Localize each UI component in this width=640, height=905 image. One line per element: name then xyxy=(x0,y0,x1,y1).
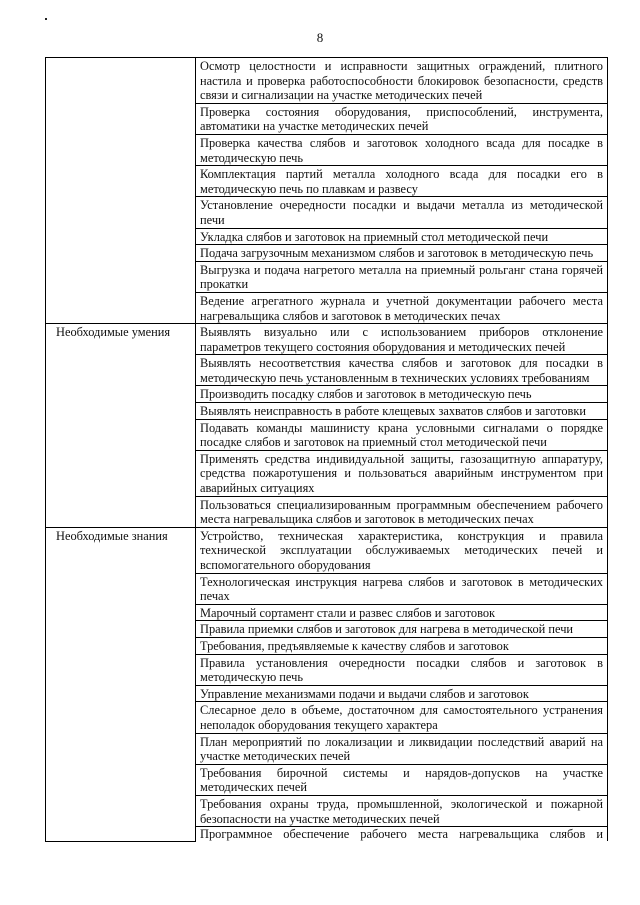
section-item: Укладка слябов и заготовок на приемный стол методической печи xyxy=(196,228,608,245)
section-item: Марочный сортамент стали и развес слябов и заготовок xyxy=(196,604,608,621)
section-item: Пользоваться специализированным программным обеспечением рабочего места нагревальщика слябов и заготовок в методических печах xyxy=(196,496,608,527)
section-item: Правила приемки слябов и заготовок для нагрева в методической печи xyxy=(196,621,608,638)
section-item: Правила установления очередности посадки слябов и заготовок в методическую печь xyxy=(196,654,608,685)
section-label: Необходимые умения xyxy=(46,324,196,528)
scan-speck xyxy=(45,18,47,20)
section-item: Подача загрузочным механизмом слябов и заготовок в методическую печь xyxy=(196,245,608,262)
table-row xyxy=(46,58,608,104)
section-item: Устройство, техническая характеристика, конструкция и правила технической эксплуатации обслуживаемых методических печей и вспомогательного оборудования xyxy=(196,527,608,573)
section-item: Проверка состояния оборудования, приспособлений, инструмента, автоматики на участке методических печей xyxy=(196,103,608,134)
table-row xyxy=(46,527,608,573)
section-item: Слесарное дело в объеме, достаточном для самостоятельного устранения неполадок оборудования текущего характера xyxy=(196,702,608,733)
competency-table-body xyxy=(46,58,608,842)
section-item: Программное обеспечение рабочего места нагревальщика слябов и xyxy=(196,827,608,842)
section-item: Выявлять несоответствия качества слябов и заготовок для посадки в методическую печь установленным в технических условиях требованиям xyxy=(196,355,608,386)
section-item: Осмотр целостности и исправности защитных ограждений, плитного настила и проверка работоспособности блокировок безопасности, средств связи и сигнализации на участке методических печей xyxy=(196,58,608,104)
section-item: Ведение агрегатного журнала и учетной документации рабочего места нагревальщика слябов и заготовок в методических печах xyxy=(196,292,608,323)
section-item: Подавать команды машинисту крана условными сигналами о порядке посадке слябов и заготовок на приемный стол методической печи xyxy=(196,419,608,450)
section-item: Выявлять визуально или с использованием приборов отклонение параметров текущего состояния оборудования и методических печей xyxy=(196,324,608,355)
section-item: Управление механизмами подачи и выдачи слябов и заготовок xyxy=(196,685,608,702)
section-item: Производить посадку слябов и заготовок в методическую печь xyxy=(196,386,608,403)
section-item: Выявлять неисправность в работе клещевых захватов слябов и заготовки xyxy=(196,403,608,420)
table-row xyxy=(46,324,608,355)
section-item: Комплектация партий металла холодного всада для посадки его в методическую печь по плавкам и развесу xyxy=(196,166,608,197)
section-item: Проверка качества слябов и заготовок холодного всада для посадке в методическую печь xyxy=(196,134,608,165)
section-label xyxy=(46,58,196,324)
section-item: Требования бирочной системы и нарядов-допусков на участке методических печей xyxy=(196,764,608,795)
section-item: План мероприятий по локализации и ликвидации последствий аварий на участке методических печей xyxy=(196,733,608,764)
section-item: Требования, предъявляемые к качеству слябов и заготовок xyxy=(196,637,608,654)
competency-table xyxy=(45,57,608,842)
section-item: Требования охраны труда, промышленной, экологической и пожарной безопасности на участке методических печей xyxy=(196,795,608,826)
section-item: Технологическая инструкция нагрева слябов и заготовок в методических печах xyxy=(196,573,608,604)
section-item: Установление очередности посадки и выдачи металла из методической печи xyxy=(196,197,608,228)
page-number: 8 xyxy=(316,30,324,45)
section-label: Необходимые знания xyxy=(46,527,196,841)
section-item: Применять средства индивидуальной защиты, газозащитную аппаратуру, средства пожаротушения и пользоваться аварийным инструментом при аварийных ситуациях xyxy=(196,450,608,496)
section-item: Выгрузка и подача нагретого металла на приемный рольганг стана горячей прокатки xyxy=(196,261,608,292)
